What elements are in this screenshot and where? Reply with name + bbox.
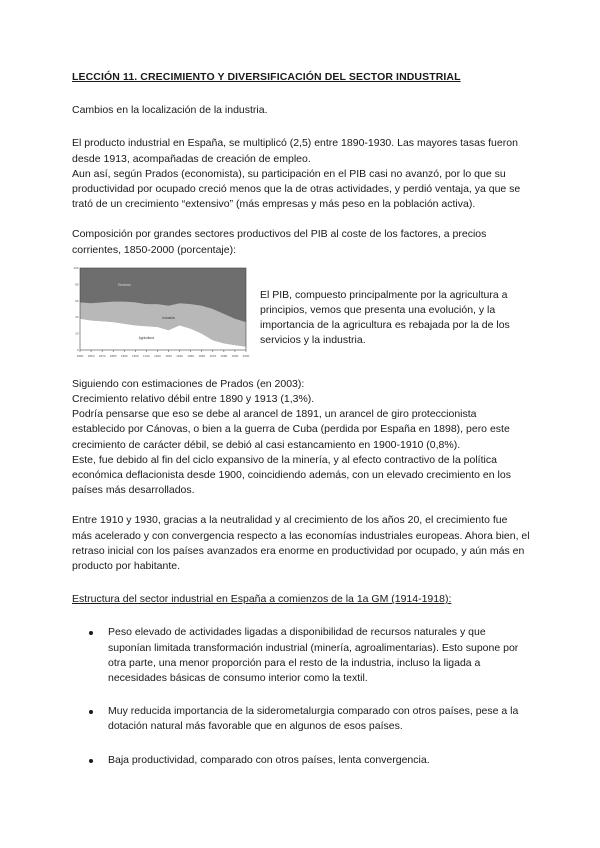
section-heading: Estructura del sector industrial en España a comienzos de la 1a GM (1914-1918):	[72, 593, 452, 606]
paragraph-4c: Podría pensarse que eso se debe al arancel de 1891, un arancel de giro proteccionista establecido por Cánovas, o bien a la guerra de Cuba (perdida por España en 1898), pero este crecimiento de carácter débil, se debió al casi estancamiento en 1900-1910 (0,8%).	[72, 408, 510, 451]
pib-sector-chart	[72, 262, 252, 362]
x-tick-label: 1950	[187, 353, 195, 358]
paragraph-1: El producto industrial en España, se multiplicó (2,5) entre 1890-1930. Las mayores tasas fueron desde 1913, acompañadas de creación de empleo.	[72, 137, 518, 165]
x-tick-label: 1980	[220, 353, 228, 358]
y-tick-label: 100	[73, 265, 79, 270]
x-tick-label: 1930	[165, 353, 172, 358]
agricultura-label: Agricultura	[138, 335, 155, 340]
list-item	[72, 753, 530, 768]
x-tick-label: 1920	[154, 353, 161, 358]
chart-row	[72, 262, 530, 362]
paragraph-4b: Crecimiento relativo débil entre 1890 y 1913 (1,3%).	[72, 393, 315, 406]
list-item	[72, 625, 530, 686]
bullet-icon	[89, 631, 93, 635]
document-page	[72, 70, 530, 786]
y-tick-label: 0	[76, 347, 79, 352]
x-tick-label: 1900	[131, 353, 139, 358]
list-item-text: Baja productividad, comparado con otros países, lenta convergencia.	[108, 753, 430, 766]
y-tick-label: 40	[75, 315, 79, 320]
bullet-icon	[89, 710, 93, 714]
x-tick-label: 1990	[231, 353, 239, 358]
industria-label: Industria	[162, 315, 175, 320]
servicios-label: Servicios	[117, 282, 131, 287]
section-subtitle: Cambios en la localización de la industria.	[72, 104, 268, 117]
paragraph-4d: Este, fue debido al fin del ciclo expansivo de la minería, y al efecto contractivo de la política económica deflacionista desde 1900, coincidiendo además, con un elevado crecimiento en los países más desarrollados.	[72, 453, 511, 497]
x-tick-label: 1870	[98, 353, 106, 358]
paragraph-2: Aun así, según Prados (economista), su participación en el PIB casi no avanzó, por lo que su productividad por ocupado creció menos que la de otras actividades, y perdió ventaja, ya que se trató de un crecimiento “extensivo” (más empresas y más peso en la población activa).	[72, 167, 521, 211]
x-tick-label: 1970	[209, 353, 217, 358]
y-tick-label: 20	[75, 331, 79, 336]
y-tick-label: 60	[75, 298, 79, 303]
x-tick-label: 1850	[76, 353, 84, 358]
x-tick-label: 1890	[120, 353, 128, 358]
paragraph-4a: Siguiendo con estimaciones de Prados (en 2003):	[72, 377, 305, 390]
x-tick-label: 2000	[242, 353, 250, 358]
x-tick-label: 1880	[109, 353, 117, 358]
page-title: LECCIÓN 11. CRECIMIENTO Y DIVERSIFICACIÓN DEL SECTOR INDUSTRIAL	[72, 71, 461, 83]
list-item	[72, 704, 530, 734]
x-tick-label: 1960	[198, 353, 206, 358]
y-tick-label: 80	[75, 282, 79, 287]
paragraph-3: Composición por grandes sectores productivos del PIB al coste de los factores, a precios corrientes, 1850-2000 (porcentaje):	[72, 228, 487, 256]
x-tick-label: 1910	[143, 353, 150, 358]
list-item-text: Muy reducida importancia de la siderometalurgia comparado con otros países, pese a la dotación natural más favorable que en algunos de esos países.	[108, 705, 519, 733]
bullet-list	[72, 625, 530, 767]
list-item-text: Peso elevado de actividades ligadas a disponibilidad de recursos naturales y que suponían limitada transformación industrial (minería, agroalimentarias). Esto supone por otra parte, una menor proporción para el resto de la industria, incluso la ligada a necesidades básicas de consumo interior como la textil.	[108, 626, 519, 685]
bullet-icon	[89, 759, 93, 763]
chart-caption: El PIB, compuesto principalmente por la agricultura a principios, vemos que presenta una evolución, y la importancia de la agricultura es rebajada por la de los servicios y la industria.	[260, 288, 510, 347]
x-tick-label: 1940	[176, 353, 183, 358]
x-tick-label: 1860	[87, 353, 95, 358]
paragraph-5: Entre 1910 y 1930, gracias a la neutralidad y al crecimiento de los años 20, el crecimiento fue más acelerado y con convergencia respecto a las economías industriales europeas. Ahora bien, el retraso inicial con los países avanzados era enorme en productividad por ocupado, y aún más en producto por habitante.	[72, 514, 530, 573]
